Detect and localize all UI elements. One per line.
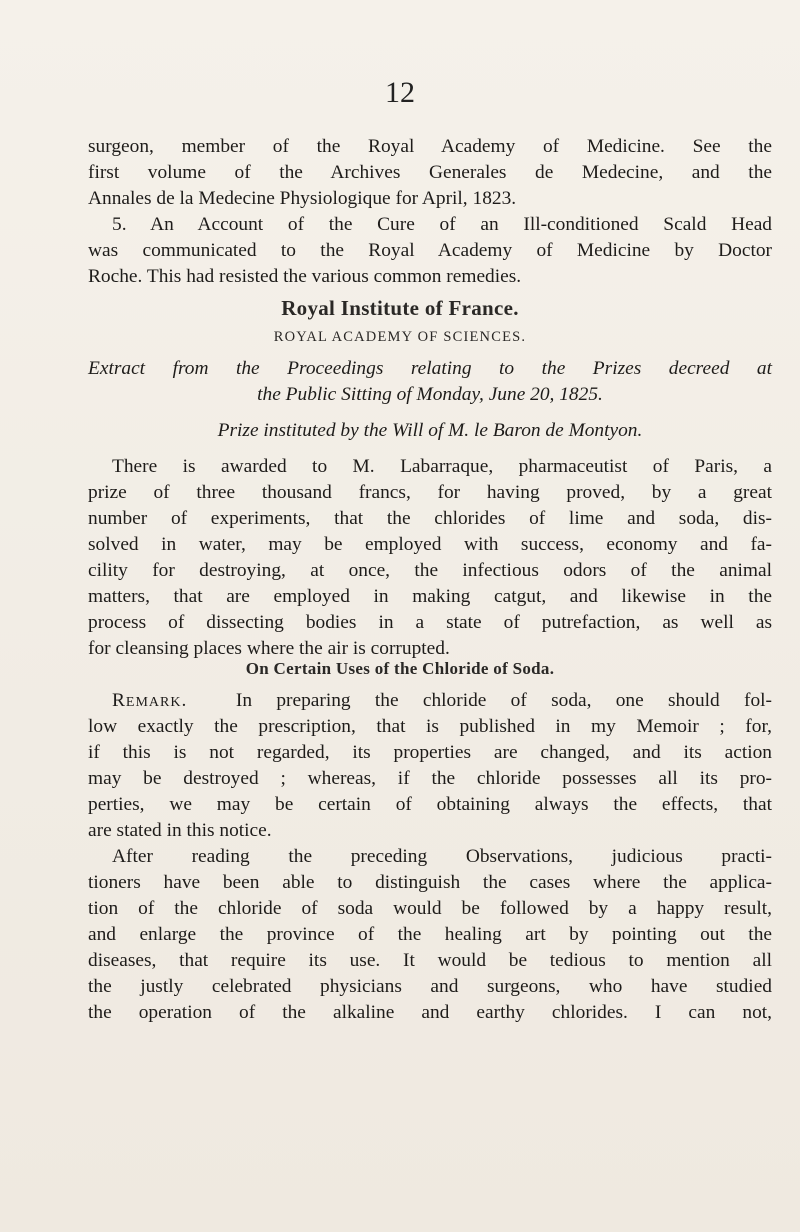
text-line: There is awarded to M. Labarraque, pharmaceutist of Paris, a xyxy=(112,456,772,477)
text-line: Roche. This had resisted the various common remedies. xyxy=(88,266,522,287)
text-line: Extract from the Proceedings relating to the Prizes decreed at xyxy=(88,358,772,379)
heading-royal-institute: Royal Institute of France. xyxy=(281,296,519,320)
paragraph-scald-head xyxy=(88,212,772,290)
text-line: the operation of the alkaline and earthy chlorides. I can not, xyxy=(88,1002,772,1023)
text-line: first volume of the Archives Generales de Medecine, and the xyxy=(88,162,772,183)
text-line: tioners have been able to distinguish the cases where the applica- xyxy=(88,872,772,893)
text-line: matters, that are employed in making catgut, and likewise in the xyxy=(88,586,772,607)
page-number: 12 xyxy=(385,76,415,109)
section-heading-chloride: On Certain Uses of the Chloride of Soda. xyxy=(245,659,555,678)
text-line: surgeon, member of the Royal Academy of Medicine. See the xyxy=(88,136,772,157)
text-line: the justly celebrated physicians and surgeons, who have studied xyxy=(88,976,772,997)
text-line: prize of three thousand francs, for having proved, by a great xyxy=(88,482,772,503)
paragraph-after-reading xyxy=(88,844,772,1026)
extract-title xyxy=(88,356,772,408)
text-line: diseases, that require its use. It would be tedious to mention all xyxy=(88,950,772,971)
remark-label: Remark. xyxy=(112,690,188,711)
text-line: for cleansing places where the air is corrupted. xyxy=(88,638,450,659)
paragraph-remark xyxy=(88,688,772,844)
prize-line xyxy=(88,418,772,444)
text-line: number of experiments, that the chlorides of lime and soda, dis- xyxy=(88,508,772,529)
heading-royal-academy: ROYAL ACADEMY OF SCIENCES. xyxy=(273,329,527,345)
text-line: tion of the chloride of soda would be followed by a happy result, xyxy=(88,898,772,919)
text-line: low exactly the prescription, that is published in my Memoir ; for, xyxy=(88,716,772,737)
text-line: process of dissecting bodies in a state of putrefaction, as well as xyxy=(88,612,772,633)
paragraph-labarraque xyxy=(88,454,772,662)
text-line: the Public Sitting of Monday, June 20, 1825. xyxy=(257,384,603,405)
text-line: After reading the preceding Observations, judicious practi- xyxy=(112,846,772,867)
text-line: was communicated to the Royal Academy of Medicine by Doctor xyxy=(88,240,772,261)
remark-first-text: In preparing the chloride of soda, one should fol- xyxy=(235,690,772,711)
paragraph-surgeon xyxy=(88,134,772,212)
text-line: are stated in this notice. xyxy=(88,820,272,841)
text-line: cility for destroying, at once, the infectious odors of the animal xyxy=(88,560,772,581)
text-line: and enlarge the province of the healing art by pointing out the xyxy=(88,924,772,945)
text-line: Annales de la Medecine Physiologique for April, 1823. xyxy=(88,188,517,209)
text-line: if this is not regarded, its properties are changed, and its action xyxy=(88,742,772,763)
text-line: may be destroyed ; whereas, if the chloride possesses all its pro- xyxy=(88,768,772,789)
text-line: 5. An Account of the Cure of an Ill-conditioned Scald Head xyxy=(112,214,772,235)
text-line: perties, we may be certain of obtaining always the effects, that xyxy=(88,794,772,815)
text-line: solved in water, may be employed with success, economy and fa- xyxy=(88,534,772,555)
text-line: Prize instituted by the Will of M. le Baron de Montyon. xyxy=(217,420,643,441)
text-line xyxy=(88,688,772,714)
